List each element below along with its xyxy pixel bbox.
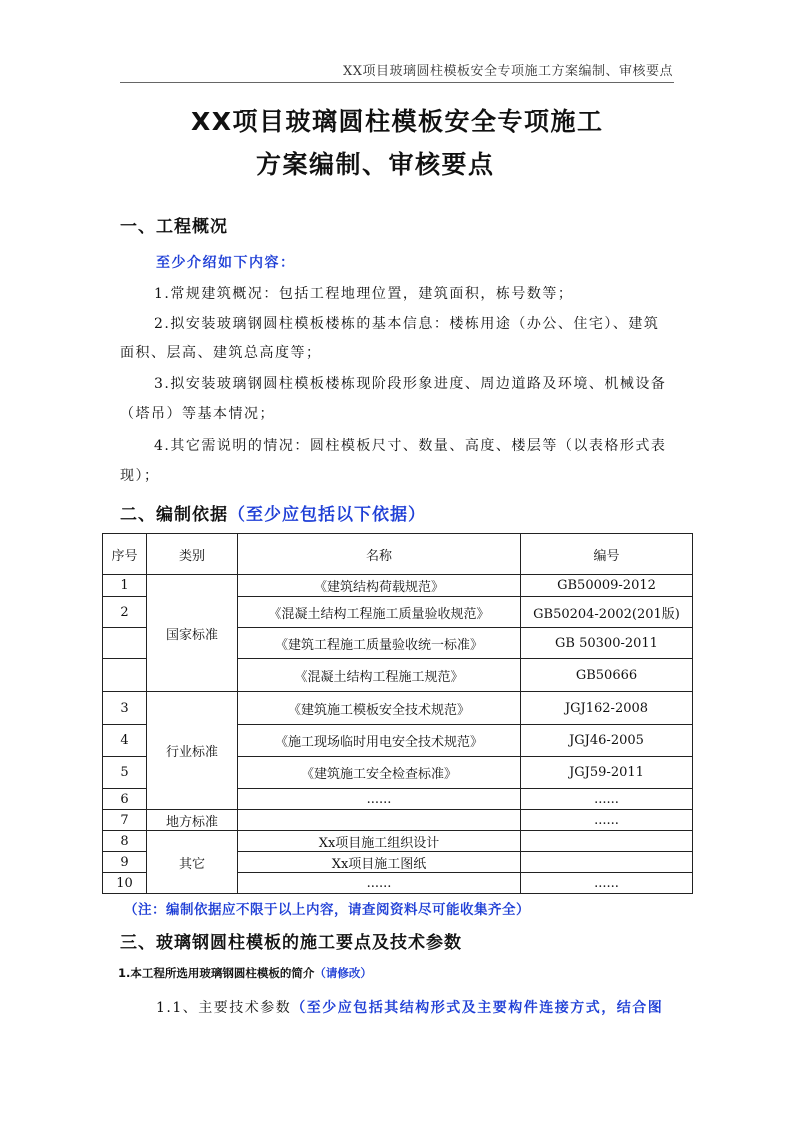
cell-name: ...... xyxy=(238,789,521,810)
cell-code: JGJ46-2005 xyxy=(521,725,693,757)
cell-seq: 10 xyxy=(103,873,147,894)
table-row xyxy=(103,831,693,852)
table-row xyxy=(103,810,693,831)
table-row xyxy=(103,692,693,725)
section1-heading: 一、工程概况 xyxy=(120,217,228,237)
section3-heading: 三、玻璃钢圆柱模板的施工要点及技术参数 xyxy=(120,933,462,953)
section1-intro: 至少介绍如下内容： xyxy=(156,255,296,271)
cell-name xyxy=(238,810,521,831)
table-row xyxy=(103,575,693,597)
cell-code: GB50009-2012 xyxy=(521,575,693,597)
cell-name: 《建筑工程施工质量验收统一标准》 xyxy=(238,628,521,659)
cell-code: ...... xyxy=(521,789,693,810)
cell-seq: 6 xyxy=(103,789,147,810)
cell-code: JGJ59-2011 xyxy=(521,757,693,789)
cell-code xyxy=(521,852,693,873)
param-prefix: 1.1、主要技术参数 xyxy=(156,1000,292,1016)
item1-line1: 1.常规建筑概况：包括工程地理位置，建筑面积，栋号数等； xyxy=(154,286,574,302)
cell-name: Xx项目施工图纸 xyxy=(238,852,521,873)
cell-name: 《建筑结构荷载规范》 xyxy=(238,575,521,597)
item3-line2: （塔吊）等基本情况； xyxy=(120,406,275,422)
header-rule xyxy=(120,82,674,83)
param-note: （至少应包括其结构形式及主要构件连接方式，结合图 xyxy=(291,1000,664,1016)
cell-code: GB 50300-2011 xyxy=(521,628,693,659)
cell-name: 《混凝土结构工程施工规范》 xyxy=(238,659,521,692)
header-code: 编号 xyxy=(521,534,693,575)
item2-line2: 面积、层高、建筑总高度等； xyxy=(120,345,322,361)
table-note: （注：编制依据应不限于以上内容，请查阅资料尽可能收集齐全） xyxy=(124,902,530,918)
cell-seq: 7 xyxy=(103,810,147,831)
item3-line1: 3.拟安装玻璃钢圆柱模板楼栋现阶段形象进度、周边道路及环境、机械设备 xyxy=(154,376,667,392)
subsection1-heading xyxy=(118,965,372,981)
cell-seq: 5 xyxy=(103,757,147,789)
cell-name: 《建筑施工安全检查标准》 xyxy=(238,757,521,789)
header-seq: 序号 xyxy=(103,534,147,575)
subsection1-note: （请修改） xyxy=(314,966,372,980)
param-paragraph xyxy=(156,997,663,1017)
header-category: 类别 xyxy=(147,534,238,575)
section2-heading-note: （至少应包括以下依据） xyxy=(228,505,426,525)
cell-category-industry: 行业标准 xyxy=(147,692,238,810)
basis-table xyxy=(102,533,693,894)
cell-seq xyxy=(103,628,147,659)
cell-category-national: 国家标准 xyxy=(147,575,238,692)
cell-category-local: 地方标准 xyxy=(147,810,238,831)
subsection1-text: 1.本工程所选用玻璃钢圆柱模板的简介 xyxy=(118,966,315,980)
cell-code: ...... xyxy=(521,873,693,894)
item4-line2: 现）； xyxy=(120,468,160,484)
cell-code: JGJ162-2008 xyxy=(521,692,693,725)
cell-category-other: 其它 xyxy=(147,831,238,894)
table-header-row xyxy=(103,534,693,575)
cell-seq: 3 xyxy=(103,692,147,725)
cell-name: 《建筑施工模板安全技术规范》 xyxy=(238,692,521,725)
document-title-line1: XX项目玻璃圆柱模板安全专项施工 xyxy=(191,107,604,136)
cell-name: 《施工现场临时用电安全技术规范》 xyxy=(238,725,521,757)
document-title-line2: 方案编制、审核要点 xyxy=(256,150,495,179)
section2-heading-text: 二、编制依据 xyxy=(120,505,228,525)
cell-name: Xx项目施工组织设计 xyxy=(238,831,521,852)
cell-name: ...... xyxy=(238,873,521,894)
item4-line1: 4.其它需说明的情况：圆柱模板尺寸、数量、高度、楼层等（以表格形式表 xyxy=(154,438,667,454)
header-name: 名称 xyxy=(238,534,521,575)
cell-seq: 9 xyxy=(103,852,147,873)
cell-seq: 8 xyxy=(103,831,147,852)
cell-seq: 1 xyxy=(103,575,147,597)
item2-line1: 2.拟安装玻璃钢圆柱模板楼栋的基本信息：楼栋用途（办公、住宅）、建筑 xyxy=(154,316,660,332)
cell-code: ...... xyxy=(521,810,693,831)
cell-name: 《混凝土结构工程施工质量验收规范》 xyxy=(238,597,521,628)
section2-heading xyxy=(120,500,426,525)
cell-code xyxy=(521,831,693,852)
cell-seq: 4 xyxy=(103,725,147,757)
running-header: XX项目玻璃圆柱模板安全专项施工方案编制、审核要点 xyxy=(342,64,673,79)
cell-seq: 2 xyxy=(103,597,147,628)
cell-code: GB50666 xyxy=(521,659,693,692)
cell-code: GB50204-2002(201版) xyxy=(521,597,693,628)
cell-seq xyxy=(103,659,147,692)
